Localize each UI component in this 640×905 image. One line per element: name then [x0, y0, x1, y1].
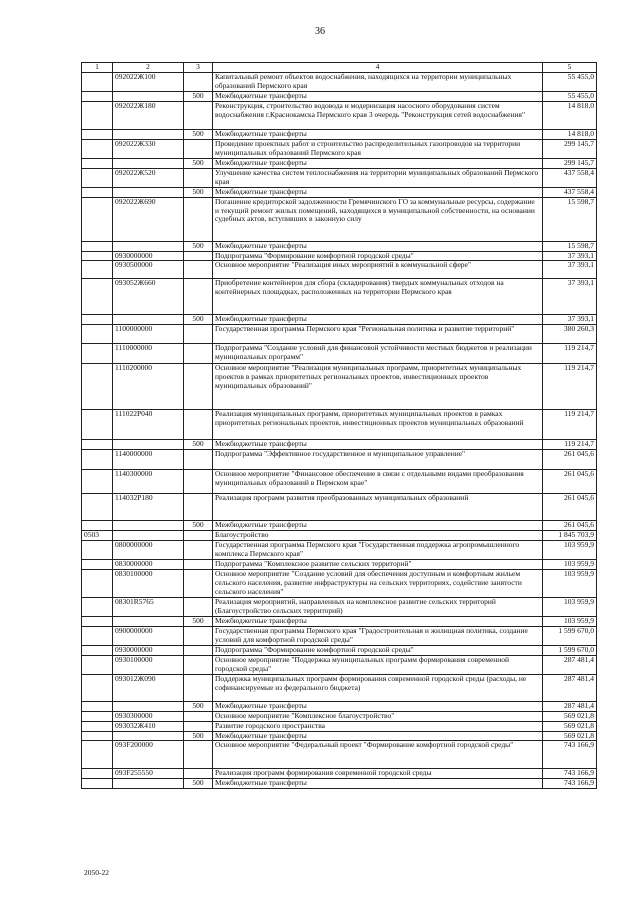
- expense-type-cell: 500: [184, 731, 213, 741]
- section-code-cell: [82, 597, 113, 616]
- section-code-cell: [82, 626, 113, 645]
- table-row: [82, 241, 597, 251]
- expense-type-cell: [184, 325, 213, 344]
- amount-cell: 103 959,9: [543, 616, 597, 626]
- amount-cell: 437 558,4: [543, 187, 597, 197]
- amount-cell: 743 166,9: [543, 769, 597, 779]
- section-code-cell: [82, 616, 113, 626]
- section-code-cell: [82, 741, 113, 769]
- description-cell: Реализация программ формирования современной городской среды: [213, 769, 543, 779]
- description-cell: Основное мероприятие "Финансовое обеспечение в связи с отдельными видами преобразования муниципальных образований в Пермском крае": [213, 470, 543, 494]
- amount-cell: 261 045,6: [543, 494, 597, 521]
- description-cell: Государственная программа Пермского края "Региональная политика и развитие территорий": [213, 325, 543, 344]
- amount-cell: 1 599 670,0: [543, 645, 597, 655]
- expense-type-cell: [184, 470, 213, 494]
- target-article-cell: 0930000000: [113, 251, 184, 261]
- header-col-4: 4: [213, 63, 543, 73]
- table-row: [82, 655, 597, 674]
- description-cell: Межбюджетные трансферты: [213, 315, 543, 325]
- amount-cell: 569 021,8: [543, 711, 597, 721]
- amount-cell: 15 598,7: [543, 197, 597, 241]
- description-cell: Подпрограмма "Формирование комфортной городской среды": [213, 645, 543, 655]
- section-code-cell: [82, 73, 113, 92]
- target-article-cell: 0930500000: [113, 261, 184, 279]
- expense-type-cell: [184, 344, 213, 364]
- description-cell: Основное мероприятие "Федеральный проект "Формирование комфортной городской среды": [213, 741, 543, 769]
- section-code-cell: [82, 168, 113, 187]
- description-cell: Подпрограмма "Комплексное развитие сельских территорий": [213, 560, 543, 570]
- description-cell: Межбюджетные трансферты: [213, 731, 543, 741]
- amount-cell: 437 558,4: [543, 168, 597, 187]
- table-row: [82, 325, 597, 344]
- table-row: [82, 251, 597, 261]
- description-cell: Государственная программа Пермского края "Градостроительная и жилищная политика, создание условий для комфортной городской среды": [213, 626, 543, 645]
- expense-type-cell: [184, 168, 213, 187]
- table-row: [82, 541, 597, 560]
- amount-cell: 261 045,6: [543, 450, 597, 470]
- amount-cell: 261 045,6: [543, 470, 597, 494]
- table-row: [82, 92, 597, 102]
- amount-cell: 55 455,0: [543, 73, 597, 92]
- amount-cell: 103 959,9: [543, 560, 597, 570]
- target-article-cell: 0830100000: [113, 569, 184, 597]
- section-code-cell: [82, 129, 113, 139]
- target-article-cell: [113, 531, 184, 541]
- section-code-cell: [82, 711, 113, 721]
- table-row: [82, 711, 597, 721]
- expense-type-cell: [184, 711, 213, 721]
- target-article-cell: 1140000000: [113, 450, 184, 470]
- expense-type-cell: [184, 597, 213, 616]
- description-cell: Межбюджетные трансферты: [213, 779, 543, 789]
- expense-type-cell: [184, 645, 213, 655]
- description-cell: Благоустройство: [213, 531, 543, 541]
- section-code-cell: [82, 541, 113, 560]
- table-row: [82, 769, 597, 779]
- table-row: [82, 741, 597, 769]
- description-cell: Основное мероприятие "Комплексное благоустройство": [213, 711, 543, 721]
- section-code-cell: 0503: [82, 531, 113, 541]
- expense-type-cell: 500: [184, 315, 213, 325]
- target-article-cell: 093F255550: [113, 769, 184, 779]
- table-row: [82, 531, 597, 541]
- table-row: [82, 158, 597, 168]
- target-article-cell: 092022Ж180: [113, 101, 184, 129]
- expense-type-cell: 500: [184, 187, 213, 197]
- target-article-cell: 0830000000: [113, 560, 184, 570]
- target-article-cell: [113, 315, 184, 325]
- description-cell: Проведение проектных работ и строительство распределительных газопроводов на территории муниципальных образований Пермского края: [213, 139, 543, 158]
- expense-type-cell: [184, 769, 213, 779]
- target-article-cell: 0930300000: [113, 711, 184, 721]
- expense-type-cell: [184, 410, 213, 440]
- target-article-cell: 092022Ж100: [113, 73, 184, 92]
- expense-type-cell: 500: [184, 92, 213, 102]
- description-cell: Основное мероприятие "Реализация муниципальных программ, приоритетных муниципальных проектов в рамках приоритетных региональных проектов, инвестиционных проектов муниципальных образований": [213, 364, 543, 410]
- section-code-cell: [82, 779, 113, 789]
- target-article-cell: 111022Р040: [113, 410, 184, 440]
- expense-type-cell: [184, 73, 213, 92]
- expense-type-cell: [184, 560, 213, 570]
- table-row: [82, 344, 597, 364]
- target-article-cell: [113, 187, 184, 197]
- amount-cell: 287 481,4: [543, 674, 597, 701]
- amount-cell: 299 145,7: [543, 158, 597, 168]
- target-article-cell: 08301R5765: [113, 597, 184, 616]
- expense-type-cell: [184, 364, 213, 410]
- expense-type-cell: [184, 261, 213, 279]
- header-col-1: 1: [82, 63, 113, 73]
- table-row: [82, 73, 597, 92]
- table-row: [82, 597, 597, 616]
- description-cell: Реализация программ развития преобразованных муниципальных образований: [213, 494, 543, 521]
- table-row: [82, 364, 597, 410]
- description-cell: Межбюджетные трансферты: [213, 440, 543, 450]
- description-cell: Улучшение качества систем теплоснабжения на территории муниципальных образований Пермского края: [213, 168, 543, 187]
- amount-cell: 15 598,7: [543, 241, 597, 251]
- section-code-cell: [82, 470, 113, 494]
- amount-cell: 287 481,4: [543, 655, 597, 674]
- section-code-cell: [82, 521, 113, 531]
- target-article-cell: 093052Ж660: [113, 279, 184, 315]
- amount-cell: 299 145,7: [543, 139, 597, 158]
- description-cell: Межбюджетные трансферты: [213, 521, 543, 531]
- expense-type-cell: 500: [184, 129, 213, 139]
- amount-cell: 14 818,0: [543, 129, 597, 139]
- target-article-cell: 092022Ж330: [113, 139, 184, 158]
- section-code-cell: [82, 569, 113, 597]
- expense-type-cell: [184, 541, 213, 560]
- section-code-cell: [82, 158, 113, 168]
- section-code-cell: [82, 279, 113, 315]
- amount-cell: 103 959,9: [543, 541, 597, 560]
- table-row: [82, 470, 597, 494]
- section-code-cell: [82, 645, 113, 655]
- expense-type-cell: [184, 450, 213, 470]
- description-cell: Межбюджетные трансферты: [213, 158, 543, 168]
- table-row: [82, 315, 597, 325]
- description-cell: Основное мероприятие "Создание условий для обеспечения доступным и комфортным жильем сельского населения, развитие инфраструктуры на сельских территориях, содействие занятости сельского населения": [213, 569, 543, 597]
- table-row: [82, 197, 597, 241]
- table-row: [82, 410, 597, 440]
- amount-cell: 569 021,8: [543, 721, 597, 731]
- section-code-cell: [82, 101, 113, 129]
- description-cell: Межбюджетные трансферты: [213, 616, 543, 626]
- amount-cell: 103 959,9: [543, 569, 597, 597]
- amount-cell: 14 818,0: [543, 101, 597, 129]
- table-row: [82, 168, 597, 187]
- amount-cell: 37 393,1: [543, 279, 597, 315]
- expense-type-cell: [184, 197, 213, 241]
- section-code-cell: [82, 440, 113, 450]
- table-row: [82, 616, 597, 626]
- target-article-cell: 0930000000: [113, 645, 184, 655]
- table-row: [82, 187, 597, 197]
- table-row: [82, 261, 597, 279]
- description-cell: Реализация мероприятий, направленных на комплексное развитие сельских территорий (Благоустройство сельских территорий): [213, 597, 543, 616]
- target-article-cell: [113, 241, 184, 251]
- description-cell: Межбюджетные трансферты: [213, 187, 543, 197]
- section-code-cell: [82, 731, 113, 741]
- target-article-cell: [113, 779, 184, 789]
- expense-type-cell: [184, 531, 213, 541]
- table-row: [82, 569, 597, 597]
- target-article-cell: [113, 129, 184, 139]
- table-row: [82, 101, 597, 129]
- table-header-row: [82, 63, 597, 73]
- table-row: [82, 139, 597, 158]
- table-row: [82, 440, 597, 450]
- description-cell: Приобретение контейнеров для сбора (складирования) твердых коммунальных отходов на контейнерных площадках, расположенных на территории Пермского края: [213, 279, 543, 315]
- expense-type-cell: [184, 721, 213, 731]
- header-col-3: 3: [184, 63, 213, 73]
- description-cell: Межбюджетные трансферты: [213, 241, 543, 251]
- budget-table: [81, 62, 597, 789]
- header-col-2: 2: [113, 63, 184, 73]
- expense-type-cell: [184, 655, 213, 674]
- table-row: [82, 779, 597, 789]
- table-row: [82, 645, 597, 655]
- target-article-cell: [113, 158, 184, 168]
- expense-type-cell: 500: [184, 158, 213, 168]
- section-code-cell: [82, 315, 113, 325]
- description-cell: Межбюджетные трансферты: [213, 701, 543, 711]
- target-article-cell: [113, 731, 184, 741]
- section-code-cell: [82, 325, 113, 344]
- section-code-cell: [82, 197, 113, 241]
- section-code-cell: [82, 655, 113, 674]
- target-article-cell: 092022Ж520: [113, 168, 184, 187]
- amount-cell: 55 455,0: [543, 92, 597, 102]
- expense-type-cell: 500: [184, 521, 213, 531]
- section-code-cell: [82, 560, 113, 570]
- table-row: [82, 560, 597, 570]
- target-article-cell: 093032Ж410: [113, 721, 184, 731]
- section-code-cell: [82, 261, 113, 279]
- description-cell: Погашение кредиторской задолженности Гремячинского ГО за коммунальные ресурсы, содержание и текущий ремонт жилых помещений, находящихся в муниципальной собственности, на основании судебных актов, вступивших в законную силу: [213, 197, 543, 241]
- expense-type-cell: [184, 626, 213, 645]
- expense-type-cell: 500: [184, 701, 213, 711]
- amount-cell: 287 481,4: [543, 701, 597, 711]
- expense-type-cell: [184, 139, 213, 158]
- description-cell: Подпрограмма "Эффективное государственное и муниципальное управление": [213, 450, 543, 470]
- expense-type-cell: [184, 741, 213, 769]
- amount-cell: 1 845 703,9: [543, 531, 597, 541]
- amount-cell: 37 393,1: [543, 315, 597, 325]
- expense-type-cell: [184, 569, 213, 597]
- expense-type-cell: [184, 101, 213, 129]
- description-cell: Основное мероприятие "Реализация иных мероприятий в коммунальной сфере": [213, 261, 543, 279]
- section-code-cell: [82, 139, 113, 158]
- table-row: [82, 494, 597, 521]
- amount-cell: 569 021,8: [543, 731, 597, 741]
- table-row: [82, 701, 597, 711]
- section-code-cell: [82, 674, 113, 701]
- page-number: 36: [315, 26, 325, 37]
- expense-type-cell: [184, 279, 213, 315]
- target-article-cell: 114032Р180: [113, 494, 184, 521]
- section-code-cell: [82, 92, 113, 102]
- expense-type-cell: 500: [184, 241, 213, 251]
- description-cell: Межбюджетные трансферты: [213, 92, 543, 102]
- table-row: [82, 129, 597, 139]
- section-code-cell: [82, 721, 113, 731]
- table-row: [82, 279, 597, 315]
- description-cell: Реализация муниципальных программ, приоритетных муниципальных проектов в рамках приоритетных региональных проектов, инвестиционных проектов муниципальных образований: [213, 410, 543, 440]
- description-cell: Межбюджетные трансферты: [213, 129, 543, 139]
- amount-cell: 37 393,1: [543, 251, 597, 261]
- amount-cell: 743 166,9: [543, 741, 597, 769]
- section-code-cell: [82, 701, 113, 711]
- header-col-5: 5: [543, 63, 597, 73]
- expense-type-cell: 500: [184, 440, 213, 450]
- description-cell: Поддержка муниципальных программ формирования современной городской среды (расходы, не софинансируемые из федерального бюджета): [213, 674, 543, 701]
- section-code-cell: [82, 251, 113, 261]
- expense-type-cell: 500: [184, 779, 213, 789]
- target-article-cell: 0930100000: [113, 655, 184, 674]
- amount-cell: 380 260,3: [543, 325, 597, 344]
- table-row: [82, 521, 597, 531]
- section-code-cell: [82, 241, 113, 251]
- expense-type-cell: [184, 494, 213, 521]
- expense-type-cell: [184, 251, 213, 261]
- description-cell: Государственная программа Пермского края "Государственная поддержка агропромышленного комплекса Пермского края": [213, 541, 543, 560]
- amount-cell: 103 959,9: [543, 597, 597, 616]
- section-code-cell: [82, 364, 113, 410]
- description-cell: Подпрограмма "Формирование комфортной городской среды": [213, 251, 543, 261]
- target-article-cell: 1110000000: [113, 344, 184, 364]
- table-row: [82, 626, 597, 645]
- amount-cell: 261 045,6: [543, 521, 597, 531]
- target-article-cell: 1100000000: [113, 325, 184, 344]
- amount-cell: 37 393,1: [543, 261, 597, 279]
- description-cell: Реконструкция, строительство водовода и модернизация насосного оборудования систем водоснабжения г.Краснокамска Пермского края 3 очередь "Реконструкция сетей водоснабжения": [213, 101, 543, 129]
- target-article-cell: 0900000000: [113, 626, 184, 645]
- description-cell: Развитие городского пространства: [213, 721, 543, 731]
- target-article-cell: 0800000000: [113, 541, 184, 560]
- table-row: [82, 674, 597, 701]
- amount-cell: 119 214,7: [543, 440, 597, 450]
- description-cell: Основное мероприятие "Поддержка муниципальных программ формирования современной городской среды": [213, 655, 543, 674]
- section-code-cell: [82, 450, 113, 470]
- target-article-cell: 093F200000: [113, 741, 184, 769]
- amount-cell: 119 214,7: [543, 364, 597, 410]
- target-article-cell: [113, 521, 184, 531]
- table-row: [82, 721, 597, 731]
- description-cell: Капитальный ремонт объектов водоснабжения, находящихся на территории муниципальных образований Пермского края: [213, 73, 543, 92]
- section-code-cell: [82, 344, 113, 364]
- target-article-cell: [113, 616, 184, 626]
- description-cell: Подпрограмма "Создание условий для финансовой устойчивости местных бюджетов и реализации муниципальных программ": [213, 344, 543, 364]
- target-article-cell: [113, 440, 184, 450]
- target-article-cell: [113, 92, 184, 102]
- target-article-cell: 092022Ж690: [113, 197, 184, 241]
- amount-cell: 119 214,7: [543, 410, 597, 440]
- table-row: [82, 731, 597, 741]
- amount-cell: 743 166,9: [543, 779, 597, 789]
- amount-cell: 1 599 670,0: [543, 626, 597, 645]
- section-code-cell: [82, 769, 113, 779]
- target-article-cell: [113, 701, 184, 711]
- amount-cell: 119 214,7: [543, 344, 597, 364]
- footer-code: 2050-22: [84, 868, 109, 877]
- section-code-cell: [82, 187, 113, 197]
- target-article-cell: 1110200000: [113, 364, 184, 410]
- section-code-cell: [82, 410, 113, 440]
- section-code-cell: [82, 494, 113, 521]
- expense-type-cell: 500: [184, 616, 213, 626]
- expense-type-cell: [184, 674, 213, 701]
- target-article-cell: 093012Ж090: [113, 674, 184, 701]
- table-row: [82, 450, 597, 470]
- target-article-cell: 1140300000: [113, 470, 184, 494]
